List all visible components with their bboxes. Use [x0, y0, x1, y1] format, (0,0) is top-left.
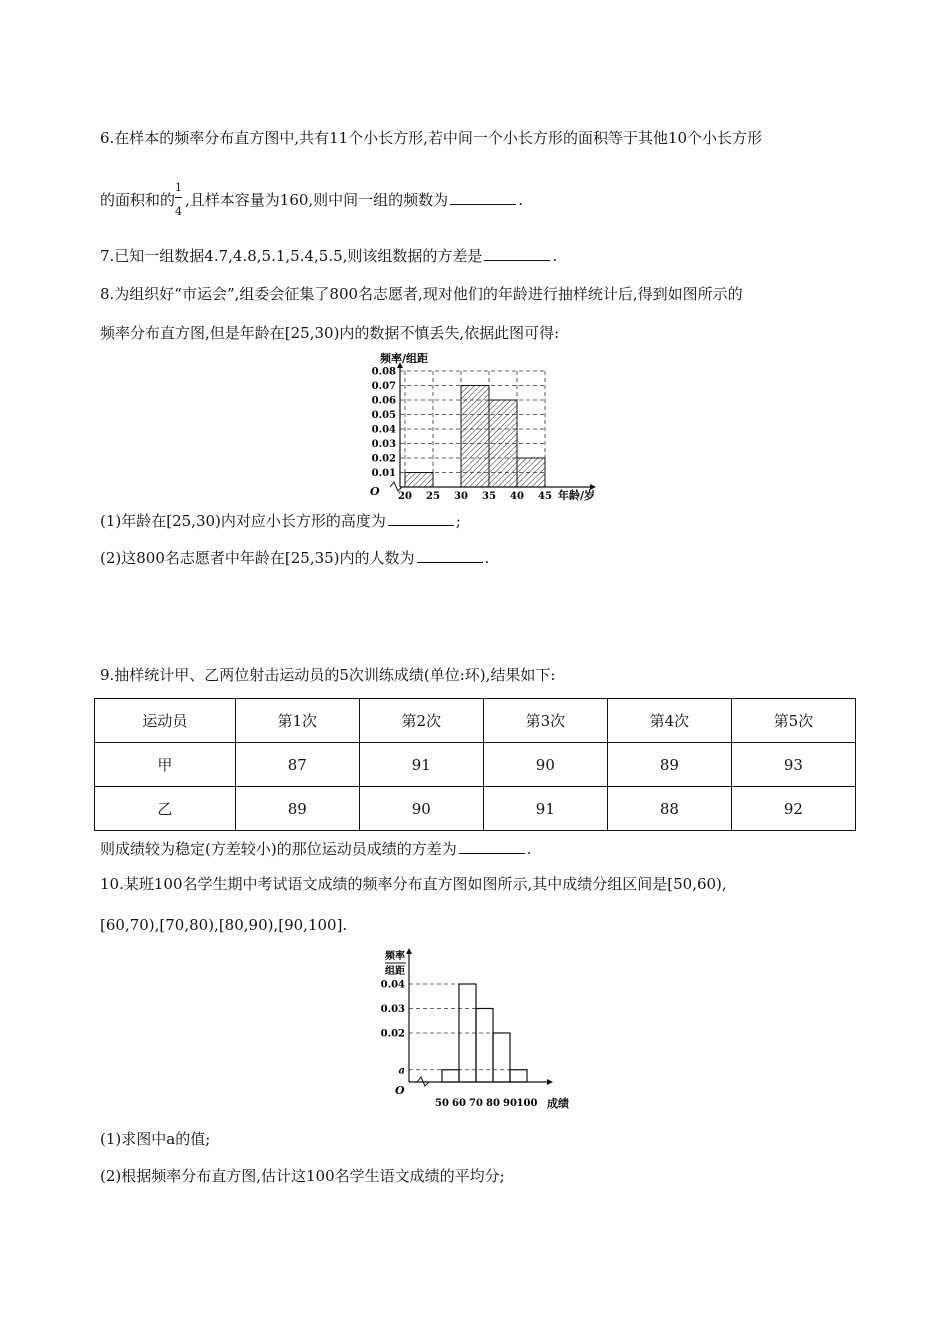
q10-sub1: (1)求图中a的值; — [100, 1130, 211, 1148]
score-histogram — [375, 944, 595, 1114]
q6-text-a: 的面积和的 — [100, 191, 176, 209]
q9-after-text: 则成绩较为稳定(方差较小)的那位运动员成绩的方差为 — [100, 840, 457, 858]
q6-line2 — [100, 181, 523, 218]
x-tick-label: 30 — [454, 491, 468, 502]
table-header-cell: 运动员 — [95, 699, 236, 743]
chart1-y-tick-labels — [372, 367, 396, 480]
q9-after-end: . — [526, 840, 532, 858]
q7-end: . — [552, 247, 558, 265]
y-tick-label: 0.03 — [371, 439, 396, 450]
y-tick-label: 0.02 — [380, 1028, 405, 1040]
fraction-numerator: 1 — [175, 181, 183, 194]
q6-text-b: ,且样本容量为160,则中间一组的频数为 — [185, 191, 449, 209]
table-header-cell: 第2次 — [359, 699, 483, 743]
x-tick-label: 50 — [435, 1098, 449, 1109]
y-tick-label: a — [398, 1065, 405, 1077]
x-tick-label: 100 — [516, 1098, 538, 1109]
answer-blank-q7[interactable] — [484, 246, 550, 261]
answer-blank-q8-2[interactable] — [417, 548, 483, 563]
chart2-y-label-numerator: 频率 — [385, 951, 405, 962]
y-tick-label: 0.05 — [371, 410, 396, 421]
chart2-gridlines — [409, 984, 527, 1070]
answer-blank-q8-1[interactable] — [388, 511, 454, 526]
x-tick-label: 45 — [538, 491, 552, 502]
q8-sub2 — [100, 547, 489, 568]
chart1-origin-label: O — [370, 485, 380, 498]
table-cell: 89 — [235, 787, 359, 831]
chart1-x-tick-labels — [398, 491, 552, 502]
table-cell: 90 — [483, 743, 607, 787]
q8-line2: 频率分布直方图,但是年龄在[25,30)内的数据不慎丢失,依据此图可得: — [100, 324, 560, 342]
table-cell: 89 — [607, 743, 731, 787]
histogram-bar — [476, 1009, 493, 1083]
q6-end: . — [518, 191, 523, 209]
chart2-y-label-denominator: 组距 — [385, 966, 405, 977]
chart2-x-tick-labels — [435, 1098, 537, 1109]
q10-line2: [60,70),[70,80),[80,90),[90,100]. — [100, 916, 348, 934]
chart2-x-arrow — [547, 1079, 553, 1085]
x-tick-label: 60 — [452, 1098, 466, 1109]
chart2-x-axis-label: 成绩 — [547, 1097, 569, 1110]
fraction-one-quarter — [175, 181, 185, 218]
histogram-bar — [405, 473, 433, 488]
q9-intro: 9.抽样统计甲、乙两位射击运动员的5次训练成绩(单位:环),结果如下: — [100, 666, 556, 684]
y-tick-label: 0.08 — [371, 366, 396, 378]
table-cell: 甲 — [95, 743, 236, 787]
q8-line1: 8.为组织好“市运会”,组委会征集了800名志愿者,现对他们的年龄进行抽样统计后,得到如图所示的 — [100, 285, 743, 303]
histogram-bar — [461, 386, 489, 488]
y-tick-label: 0.07 — [371, 381, 396, 392]
table-cell: 88 — [607, 787, 731, 831]
q8-sub2-end: . — [484, 549, 490, 567]
fraction-denominator: 4 — [175, 205, 183, 218]
x-tick-label: 20 — [398, 491, 412, 502]
q10-line1: 10.某班100名学生期中考试语文成绩的频率分布直方图如图所示,其中成绩分组区间是[50,60), — [100, 875, 727, 893]
y-tick-label: 0.02 — [371, 453, 396, 465]
histogram-bar — [442, 1070, 459, 1082]
table-cell: 93 — [731, 743, 855, 787]
table-cell: 87 — [235, 743, 359, 787]
q9-after — [100, 838, 532, 859]
histogram-bar — [517, 458, 545, 487]
table-header-row — [95, 699, 856, 743]
y-tick-label: 0.01 — [371, 468, 396, 479]
q10-sub2: (2)根据频率分布直方图,估计这100名学生语文成绩的平均分; — [100, 1167, 505, 1185]
chart1-y-axis-label: 频率/组距 — [380, 352, 429, 365]
table-cell: 90 — [359, 787, 483, 831]
q6-line1: 6.在样本的频率分布直方图中,共有11个小长方形,若中间一个小长方形的面积等于其他10个小长方形 — [100, 129, 763, 147]
y-tick-label: 0.04 — [380, 979, 405, 991]
q7-text: 7.已知一组数据4.7,4.8,5.1,5.4,5.5,则该组数据的方差是 — [100, 247, 483, 265]
table-header-cell: 第1次 — [235, 699, 359, 743]
age-histogram — [340, 350, 620, 510]
y-tick-label: 0.04 — [371, 424, 396, 436]
chart2-origin-label: O — [395, 1084, 405, 1097]
table-cell: 92 — [731, 787, 855, 831]
table-cell: 91 — [483, 787, 607, 831]
table-cell: 乙 — [95, 787, 236, 831]
answer-blank-q9[interactable] — [459, 839, 525, 854]
histogram-bar — [489, 400, 517, 487]
chart1-bars — [405, 386, 545, 488]
table-header-cell: 第4次 — [607, 699, 731, 743]
x-tick-label: 40 — [510, 491, 524, 502]
table-row — [95, 743, 856, 787]
x-tick-label: 25 — [426, 491, 440, 502]
chart2-y-tick-labels — [381, 980, 405, 1077]
table-header-cell: 第5次 — [731, 699, 855, 743]
table-cell: 91 — [359, 743, 483, 787]
chart1-x-axis-label: 年龄/岁 — [558, 489, 596, 502]
chart2-y-arrow — [406, 948, 412, 954]
x-tick-label: 35 — [482, 491, 496, 502]
y-tick-label: 0.06 — [371, 395, 396, 407]
q8-sub1-end: ; — [455, 512, 461, 530]
fraction-bar — [175, 197, 182, 198]
histogram-bar — [510, 1070, 527, 1082]
table-header-cell: 第3次 — [483, 699, 607, 743]
table-row — [95, 787, 856, 831]
q8-sub1-text: (1)年龄在[25,30)内对应小长方形的高度为 — [100, 512, 386, 530]
q8-sub1 — [100, 510, 461, 531]
q7-line — [100, 245, 557, 266]
histogram-bar — [493, 1033, 510, 1082]
answer-blank-q6[interactable] — [450, 190, 516, 205]
q8-sub2-text: (2)这800名志愿者中年龄在[25,35)内的人数为 — [100, 549, 415, 567]
scores-table — [94, 698, 856, 831]
x-tick-label: 70 — [469, 1098, 483, 1109]
x-tick-label: 80 — [486, 1098, 500, 1109]
x-tick-label: 90 — [503, 1098, 517, 1109]
y-tick-label: 0.03 — [380, 1004, 405, 1015]
